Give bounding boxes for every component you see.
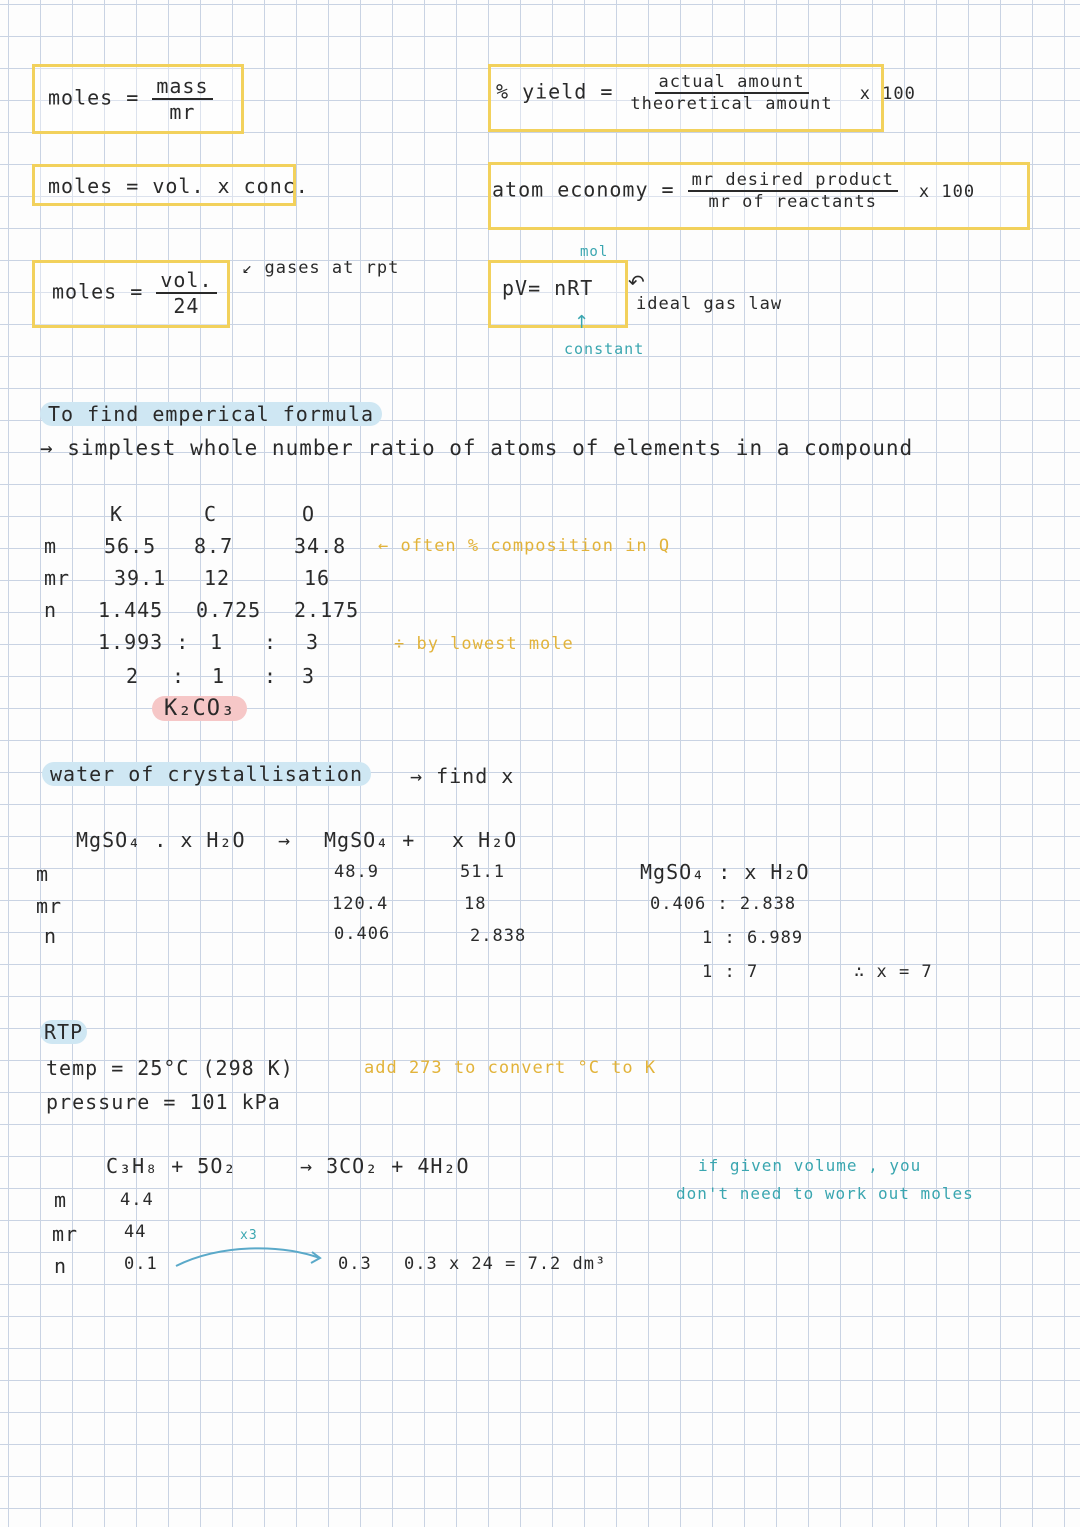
water-ratio-1: 0.406 : 2.838: [650, 894, 797, 914]
ideal-gas-equation: pV= nRT: [502, 276, 594, 300]
water-heading: [42, 762, 371, 786]
mgso4-moles: 0.406: [334, 924, 391, 944]
mgso4-mr: 120.4: [332, 894, 389, 914]
arrow-icon: ↙: [242, 258, 265, 278]
propane-mass: 4.4: [120, 1190, 154, 1210]
atom-economy-formula: [492, 170, 975, 212]
times-three-label: x3: [240, 1228, 258, 1243]
moles-gas-lhs: moles =: [52, 279, 144, 304]
mgso4-mass: 48.9: [334, 862, 379, 882]
o-moles: 2.175: [294, 598, 360, 622]
element-c: C: [204, 502, 218, 526]
water-heading-text: water of crystallisation: [42, 762, 371, 786]
water-row-label-n: n: [44, 924, 58, 948]
moles-mass-lhs: moles =: [48, 85, 140, 110]
volume-note-line-1: if given volume , you: [698, 1156, 922, 1175]
yield-numerator: actual amount: [655, 72, 809, 94]
ideal-gas-label: ideal gas law: [636, 294, 783, 314]
h2o-moles: 2.838: [470, 926, 527, 946]
moles-mass-numerator: mass: [152, 74, 212, 100]
empirical-definition: → simplest whole number ratio of atoms of elements in a compound: [40, 436, 914, 460]
o-ratio-2: 3: [302, 664, 316, 688]
h2o-mass: 51.1: [460, 862, 505, 882]
empirical-heading-text: To find emperical formula: [40, 402, 382, 426]
yield-denominator: theoretical amount: [630, 94, 833, 114]
empirical-heading: [40, 402, 382, 426]
moles-conc-formula: moles = vol. x conc.: [48, 174, 309, 198]
k-ratio-2: 2: [126, 664, 140, 688]
water-ratio-heading: MgSO₄ : x H₂O: [640, 860, 810, 884]
water-product: x H₂O: [452, 828, 518, 852]
k-ratio-1: 1.993 :: [98, 630, 190, 654]
ratio-sep-1: :: [264, 630, 278, 654]
rtp-temperature: temp = 25°C (298 K): [46, 1056, 294, 1080]
mgso4-product: MgSO₄ +: [324, 828, 416, 852]
yield-lhs: % yield =: [496, 79, 614, 104]
rtp-row-label-mr: mr: [52, 1222, 79, 1246]
curved-arrow-icon: ↶: [628, 270, 645, 294]
ratio-sep-2b: :: [264, 664, 278, 688]
rtp-kelvin-note: add 273 to convert °C to K: [364, 1058, 657, 1078]
atom-economy-fraction: [688, 170, 898, 212]
row-label-m: m: [44, 534, 58, 558]
gases-note: [242, 258, 399, 278]
ratio-sep-2a: :: [172, 664, 186, 688]
up-arrow-icon: ↑: [574, 312, 590, 333]
atom-economy-denominator: mr of reactants: [708, 192, 877, 212]
empirical-result: [152, 696, 247, 721]
k-mr: 39.1: [114, 566, 167, 590]
co2-moles: 0.3: [338, 1254, 372, 1274]
rtp-heading-text: RTP: [40, 1020, 87, 1044]
moles-gas-numerator: vol.: [156, 268, 216, 294]
yield-fraction: [626, 72, 836, 114]
yield-multiplier: x 100: [859, 83, 916, 104]
c-mr: 12: [204, 566, 231, 590]
c-ratio-2: 1: [212, 664, 226, 688]
k-mass: 56.5: [104, 534, 157, 558]
o-ratio-1: 3: [306, 630, 320, 654]
water-ratio-2: 1 : 6.989: [702, 928, 804, 948]
h2o-mr: 18: [464, 894, 487, 914]
moles-gas-formula: [52, 268, 217, 318]
co2-volume: 0.3 x 24 = 7.2 dm³: [404, 1254, 607, 1274]
yield-formula: [496, 72, 916, 114]
combustion-reactants: C₃H₈ + 5O₂: [106, 1154, 237, 1178]
c-moles: 0.725: [196, 598, 262, 622]
water-row-label-m: m: [36, 862, 50, 886]
ideal-gas-mol-label: mol: [580, 244, 609, 260]
o-mr: 16: [304, 566, 331, 590]
reaction-arrow: →: [278, 828, 292, 852]
percent-composition-note: [378, 536, 670, 556]
moles-gas-denominator: 24: [173, 294, 200, 318]
c-mass: 8.7: [194, 534, 234, 558]
rtp-row-label-n: n: [54, 1254, 68, 1278]
divide-lowest-note: ÷ by lowest mole: [394, 634, 574, 654]
moles-mass-formula: [48, 74, 213, 124]
propane-mr: 44: [124, 1222, 147, 1242]
moles-mass-denominator: mr: [169, 100, 196, 124]
find-x-note: → find x: [410, 764, 515, 788]
atom-economy-numerator: mr desired product: [688, 170, 898, 192]
left-arrow-icon: ←: [378, 536, 401, 556]
moles-mass-fraction: [152, 74, 212, 124]
empirical-result-text: K₂CO₃: [152, 696, 247, 721]
water-ratio-3: 1 : 7: [702, 962, 759, 982]
atom-economy-multiplier: x 100: [918, 181, 976, 202]
water-answer: ∴ x = 7: [854, 962, 933, 982]
rtp-row-label-m: m: [54, 1188, 68, 1212]
combustion-products: → 3CO₂ + 4H₂O: [300, 1154, 470, 1178]
o-mass: 34.8: [294, 534, 347, 558]
moles-gas-fraction: [156, 268, 216, 318]
atom-economy-lhs: atom economy =: [492, 177, 675, 202]
element-k: K: [110, 502, 124, 526]
rtp-heading: [40, 1020, 87, 1044]
c-ratio-1: 1: [210, 630, 224, 654]
propane-moles: 0.1: [124, 1254, 158, 1274]
ideal-gas-constant-label: constant: [564, 340, 645, 358]
element-o: O: [302, 502, 316, 526]
k-moles: 1.445: [98, 598, 164, 622]
water-row-label-mr: mr: [36, 894, 63, 918]
row-label-mr: mr: [44, 566, 71, 590]
hydrate-formula: MgSO₄ . x H₂O: [76, 828, 246, 852]
gases-note-text: gases at rpt: [264, 258, 400, 278]
volume-note-line-2: don't need to work out moles: [676, 1184, 974, 1203]
rtp-pressure: pressure = 101 kPa: [46, 1090, 281, 1114]
row-label-n: n: [44, 598, 58, 622]
percent-composition-note-text: often % composition in Q: [400, 536, 671, 556]
